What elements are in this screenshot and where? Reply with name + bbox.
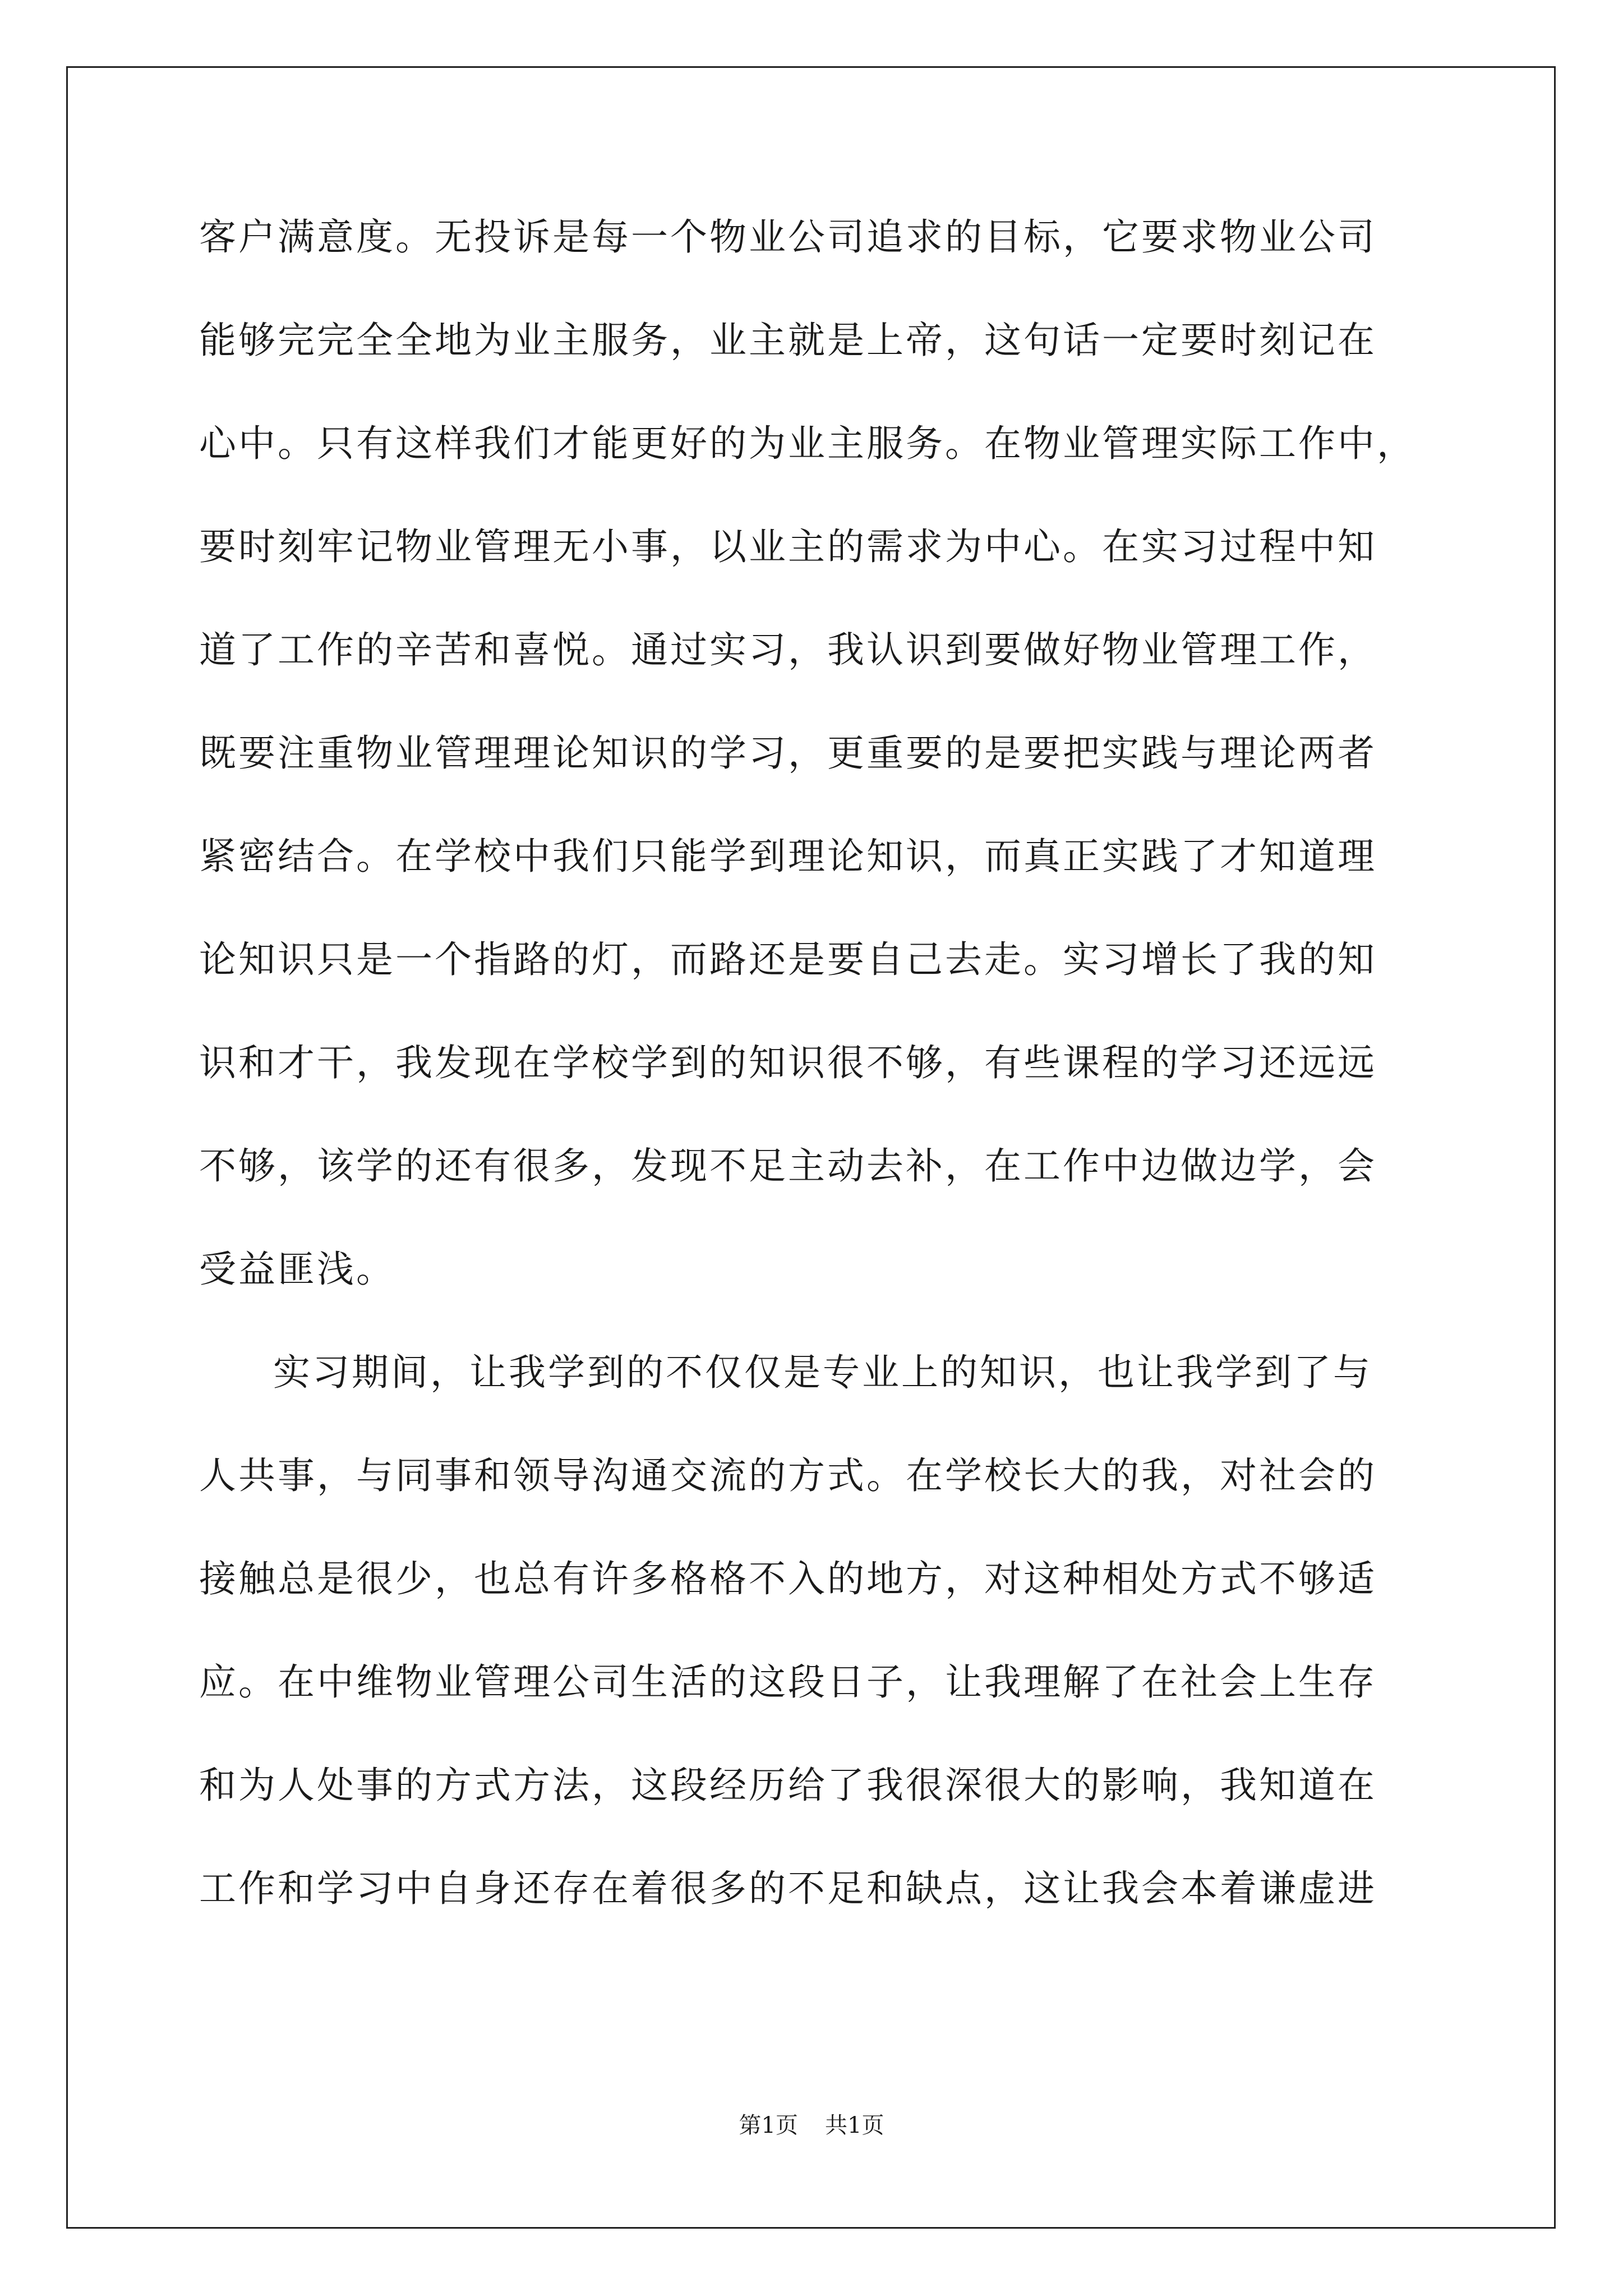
text-line: 人共事，与同事和领导沟通交流的方式。在学校长大的我，对社会的 [199,1454,1377,1497]
text-line: 应。在中维物业管理公司生活的这段日子，让我理解了在社会上生存 [199,1660,1377,1704]
text-line: 既要注重物业管理理论知识的学习，更重要的是要把实践与理论两者 [199,731,1377,775]
text-line: 论知识只是一个指路的灯，而路还是要自己去走。实习增长了我的知 [199,938,1377,981]
text-line: 不够，该学的还有很多，发现不足主动去补，在工作中边做边学，会 [199,1144,1377,1188]
text-line: 受益匪浅。 [199,1248,395,1291]
text-line: 紧密结合。在学校中我们只能学到理论知识，而真正实践了才知道理 [199,835,1377,878]
text-line: 客户满意度。无投诉是每一个物业公司追求的目标，它要求物业公司 [199,215,1377,259]
page-number-current: 第1页 [739,2113,798,2138]
page-footer [0,2112,1623,2139]
page-number-total: 共1页 [825,2113,884,2138]
text-line: 识和才干，我发现在学校学到的知识很不够，有些课程的学习还远远 [199,1041,1377,1084]
text-line: 和为人处事的方式方法，这段经历给了我很深很大的影响，我知道在 [199,1764,1377,1807]
text-line: 道了工作的辛苦和喜悦。通过实习，我认识到要做好物业管理工作， [199,628,1377,671]
paragraph-start-line: 实习期间，让我学到的不仅仅是专业上的知识，也让我学到了与 [273,1351,1372,1394]
text-line: 要时刻牢记物业管理无小事，以业主的需求为中心。在实习过程中知 [199,525,1377,568]
text-line: 接触总是很少，也总有许多格格不入的地方，对这种相处方式不够适 [199,1557,1377,1600]
text-line: 心中。只有这样我们才能更好的为业主服务。在物业管理实际工作中， [199,422,1416,465]
document-body [199,215,1427,1973]
text-line: 能够完完全全地为业主服务，业主就是上帝，这句话一定要时刻记在 [199,319,1377,362]
text-line: 工作和学习中自身还存在着很多的不足和缺点，这让我会本着谦虚进 [199,1867,1377,1910]
